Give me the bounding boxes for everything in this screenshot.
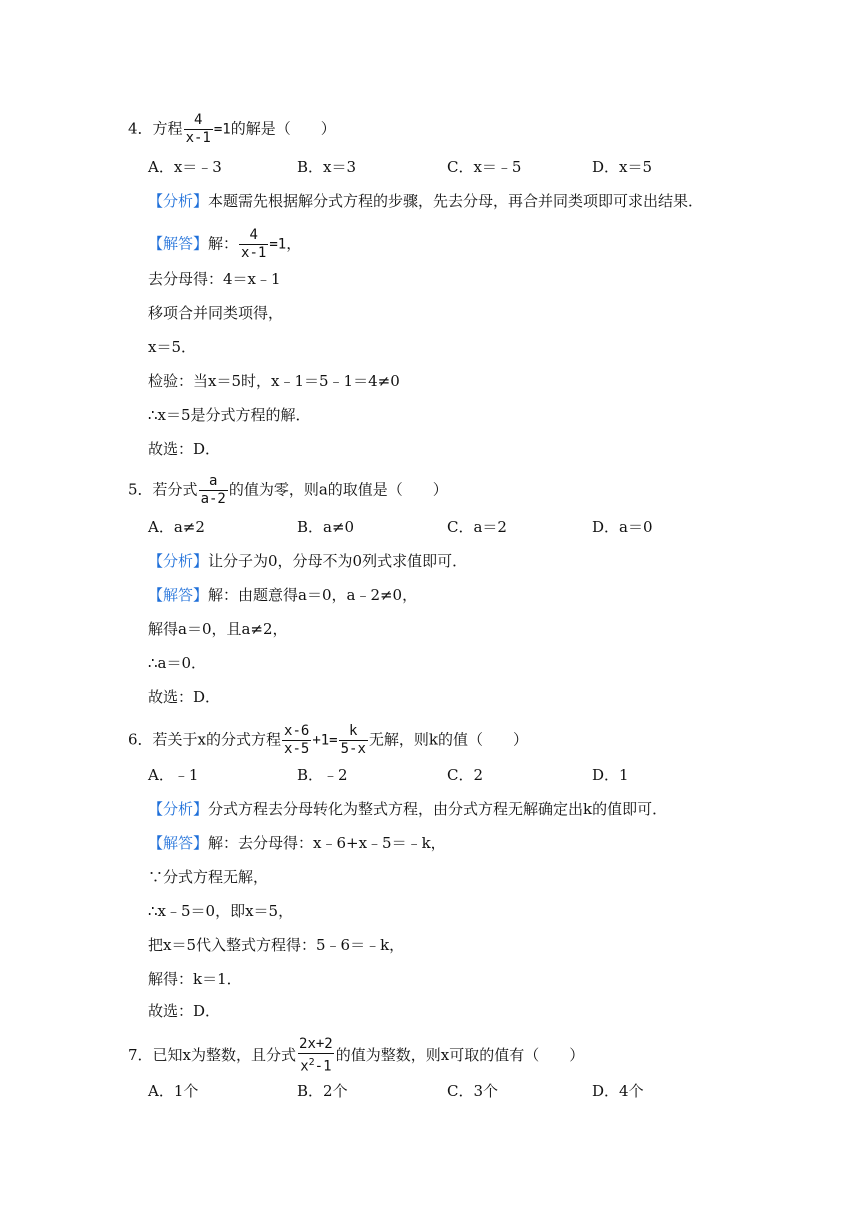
q6-fraction-1 [282, 723, 311, 758]
q6-number: 6． [128, 730, 153, 749]
q5-answer-text: 解：由题意得a＝0，a﹣2≠0， [208, 586, 418, 604]
q6-option-d: D．1 [592, 766, 629, 784]
q4-option-d: D．x＝5 [592, 158, 653, 176]
q4-answer-fraction-numerator: 4 [249, 227, 258, 243]
q6-step-5: 故选：D． [148, 1002, 221, 1020]
q7-stem-pre: 已知x为整数，且分式 [152, 1045, 297, 1064]
q4-analysis-tag: 【分析】 [148, 192, 209, 210]
q7-fraction [297, 1036, 335, 1076]
q4-answer-fraction [239, 227, 268, 262]
q6-fraction-1-numerator: x-6 [284, 723, 310, 739]
q7-number: 7． [128, 1045, 153, 1064]
q4-analysis [148, 191, 703, 211]
q5-fraction-denominator: a-2 [200, 491, 226, 507]
q4-step-1: 去分母得：4＝x﹣1 [148, 270, 281, 288]
q4-fraction-denominator: x-1 [185, 130, 211, 146]
q4-equals: =1 [213, 121, 231, 138]
q6-stem [128, 723, 528, 758]
q4-answer-post: ， [286, 234, 302, 253]
q4-fraction-numerator: 4 [193, 112, 203, 128]
q5-step-3: 故选：D． [148, 688, 221, 706]
q5-analysis [148, 551, 467, 571]
q4-answer [148, 227, 301, 262]
q6-answer-text: 解：去分母得：x﹣6+x﹣5＝﹣k， [208, 834, 446, 852]
q7-option-a: A．1个 [148, 1082, 199, 1100]
q6-step-4: 解得：k＝1． [148, 970, 242, 988]
q5-stem-pre: 若分式 [152, 480, 198, 499]
q5-fraction [199, 473, 228, 508]
q5-option-c: C．a＝2 [447, 518, 507, 536]
q4-fraction [184, 112, 213, 147]
q4-answer-tag: 【解答】 [148, 234, 209, 253]
q4-step-4: 检验：当x＝5时，x﹣1＝5﹣1＝4≠0 [148, 372, 400, 390]
q4-step-3: x＝5． [148, 338, 197, 356]
q4-stem-pre: 方程 [152, 119, 183, 138]
q7-stem-post: 的值为整数，则x可取的值有（ ） [335, 1045, 585, 1064]
q7-stem [128, 1036, 584, 1076]
q6-analysis-tag: 【分析】 [148, 800, 209, 818]
q5-fraction-numerator: a [208, 473, 218, 489]
q4-analysis-text: 本题需先根据解分式方程的步骤，先去分母，再合并同类项即可求出结果． [208, 192, 704, 210]
q7-option-d: D．4个 [592, 1082, 644, 1100]
q5-option-b: B．a≠0 [297, 518, 355, 536]
q6-step-2: ∴x﹣5＝0，即x＝5， [148, 902, 294, 920]
q7-denominator-exponent: 2 [308, 1057, 315, 1068]
q4-step-6: 故选：D． [148, 440, 221, 458]
q5-step-2: ∴a＝0． [148, 654, 207, 672]
q6-answer-tag: 【解答】 [148, 834, 209, 852]
q6-option-b: B．﹣2 [297, 766, 348, 784]
q4-option-a: A．x＝﹣3 [148, 158, 222, 176]
q4-step-5: ∴x＝5是分式方程的解． [148, 406, 311, 424]
q6-step-3: 把x＝5代入整式方程得：5﹣6＝﹣k， [148, 936, 405, 954]
q5-option-d: D．a＝0 [592, 518, 653, 536]
q7-option-c: C．3个 [447, 1082, 499, 1100]
q4-option-c: C．x＝﹣5 [447, 158, 522, 176]
q5-step-1: 解得a＝0，且a≠2， [148, 620, 288, 638]
q4-answer-equals: =1 [269, 236, 287, 253]
q6-step-1: ∵分式方程无解， [148, 868, 269, 886]
q6-fraction-2-numerator: k [349, 723, 358, 739]
q5-analysis-text: 让分子为0，分母不为0列式求值即可． [208, 552, 468, 570]
q6-stem-pre: 若关于x的分式方程 [152, 730, 282, 749]
q4-answer-pre: 解： [208, 234, 239, 253]
q5-stem [128, 473, 448, 508]
q6-option-a: A．﹣1 [148, 766, 199, 784]
q4-step-2: 移项合并同类项得， [148, 304, 284, 322]
q6-option-c: C．2 [447, 766, 484, 784]
q7-fraction-numerator: 2x+2 [299, 1036, 333, 1052]
q6-fraction-2-denominator: 5-x [340, 741, 366, 757]
q6-plus-one-equals: +1= [312, 732, 338, 749]
q5-answer [148, 585, 417, 605]
q7-fraction-denominator [298, 1053, 333, 1076]
q5-answer-tag: 【解答】 [148, 586, 209, 604]
q7-option-b: B．2个 [297, 1082, 348, 1100]
q6-fraction-2 [339, 723, 368, 758]
q5-stem-post: 的值为零，则a的取值是（ ） [228, 480, 448, 499]
q4-stem-post: 的解是（ ） [230, 119, 336, 138]
q6-stem-post: 无解，则k的值（ ） [368, 730, 528, 749]
q7-denominator-tail: -1 [314, 1058, 332, 1075]
q4-stem [128, 112, 336, 147]
q6-answer [148, 833, 446, 853]
q4-answer-fraction-denominator: x-1 [241, 245, 267, 261]
q6-analysis-text: 分式方程去分母转化为整式方程，由分式方程无解确定出k的值即可． [208, 800, 668, 818]
q6-analysis [148, 799, 667, 819]
q5-analysis-tag: 【分析】 [148, 552, 209, 570]
q4-number: 4． [128, 119, 153, 138]
q5-option-a: A．a≠2 [148, 518, 205, 536]
q5-number: 5． [128, 480, 153, 499]
q7-denominator-base: x [300, 1058, 309, 1075]
q6-fraction-1-denominator: x-5 [284, 741, 310, 757]
q4-option-b: B．x＝3 [297, 158, 357, 176]
